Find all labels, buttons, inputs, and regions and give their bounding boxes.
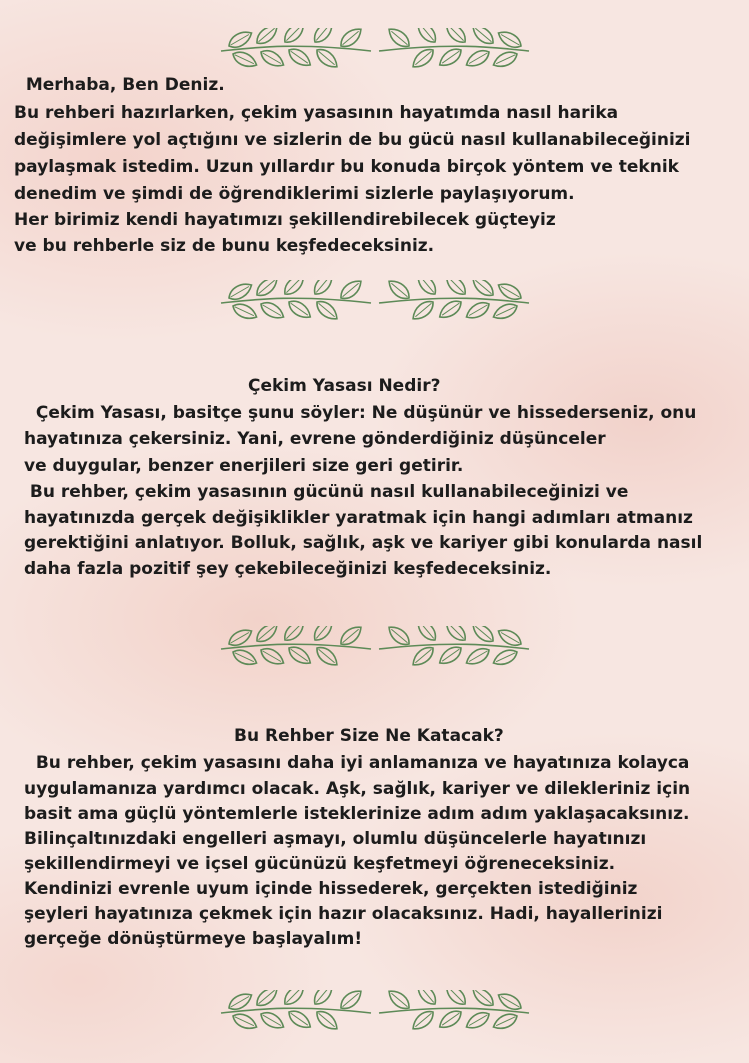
vine-divider-3 <box>217 626 533 672</box>
intro-line: denedim ve şimdi de öğrendiklerimi sizlerle paylaşıyorum. <box>14 184 575 204</box>
section-title: Çekim Yasası Nedir? <box>248 376 441 396</box>
intro-line: paylaşmak istedim. Uzun yıllardır bu konuda birçok yöntem ve teknik <box>14 157 679 177</box>
section2-line: Bu rehber, çekim yasasını daha iyi anlamanıza ve hayatınıza kolayca <box>24 753 690 773</box>
section2-line: Bilinçaltınızdaki engelleri aşmayı, olumlu düşüncelerle hayatınızı <box>24 829 647 849</box>
leaf-vine-icon <box>217 990 533 1036</box>
intro-line: ve bu rehberle siz de bunu keşfedeceksiniz. <box>14 236 435 256</box>
intro-line: Bu rehberi hazırlarken, çekim yasasının hayatımda nasıl harika <box>14 103 619 123</box>
section2-line: şeyleri hayatınıza çekmek için hazır olacaksınız. Hadi, hayallerinizi <box>24 904 663 924</box>
section1-line: hayatınızda gerçek değişiklikler yaratmak için hangi adımları atmanız <box>24 508 693 528</box>
section1-line: hayatınıza çekersiniz. Yani, evrene gönderdiğiniz düşünceler <box>24 429 606 449</box>
intro-line: değişimlere yol açtığını ve sizlerin de bu gücü nasıl kullanabileceğinizi <box>14 130 691 150</box>
section-title: Bu Rehber Size Ne Katacak? <box>234 726 504 746</box>
section2-line: şekillendirmeyi ve içsel gücünüzü keşfetmeyi öğreneceksiniz. <box>24 854 616 874</box>
section2-line: uygulamanıza yardımcı olacak. Aşk, sağlık, kariyer ve dilekleriniz için <box>24 779 691 799</box>
intro-greeting: Merhaba, Ben Deniz. <box>14 75 225 95</box>
section1-line: ve duygular, benzer enerjileri size geri getirir. <box>24 456 464 476</box>
section1-line: Bu rehber, çekim yasasının gücünü nasıl kullanabileceğinizi ve <box>24 482 629 502</box>
leaf-vine-icon <box>217 280 533 326</box>
vine-divider-bottom <box>217 990 533 1036</box>
section2-line: basit ama güçlü yöntemlerle isteklerinize adım adım yaklaşacaksınız. <box>24 804 690 824</box>
vine-divider-2 <box>217 280 533 326</box>
section2-line: gerçeğe dönüştürmeye başlayalım! <box>24 929 363 949</box>
intro-line: Her birimiz kendi hayatımızı şekillendirebilecek güçteyiz <box>14 210 556 230</box>
section1-line: Çekim Yasası, basitçe şunu söyler: Ne düşünür ve hissederseniz, onu <box>24 403 697 423</box>
leaf-vine-icon <box>217 626 533 672</box>
section1-line: daha fazla pozitif şey çekebileceğinizi keşfedeceksiniz. <box>24 559 552 579</box>
vine-divider-top <box>217 28 533 74</box>
section1-line: gerektiğini anlatıyor. Bolluk, sağlık, aşk ve kariyer gibi konularda nasıl <box>24 533 703 553</box>
section2-line: Kendinizi evrenle uyum içinde hissederek, gerçekten istediğiniz <box>24 879 638 899</box>
leaf-vine-icon <box>217 28 533 74</box>
